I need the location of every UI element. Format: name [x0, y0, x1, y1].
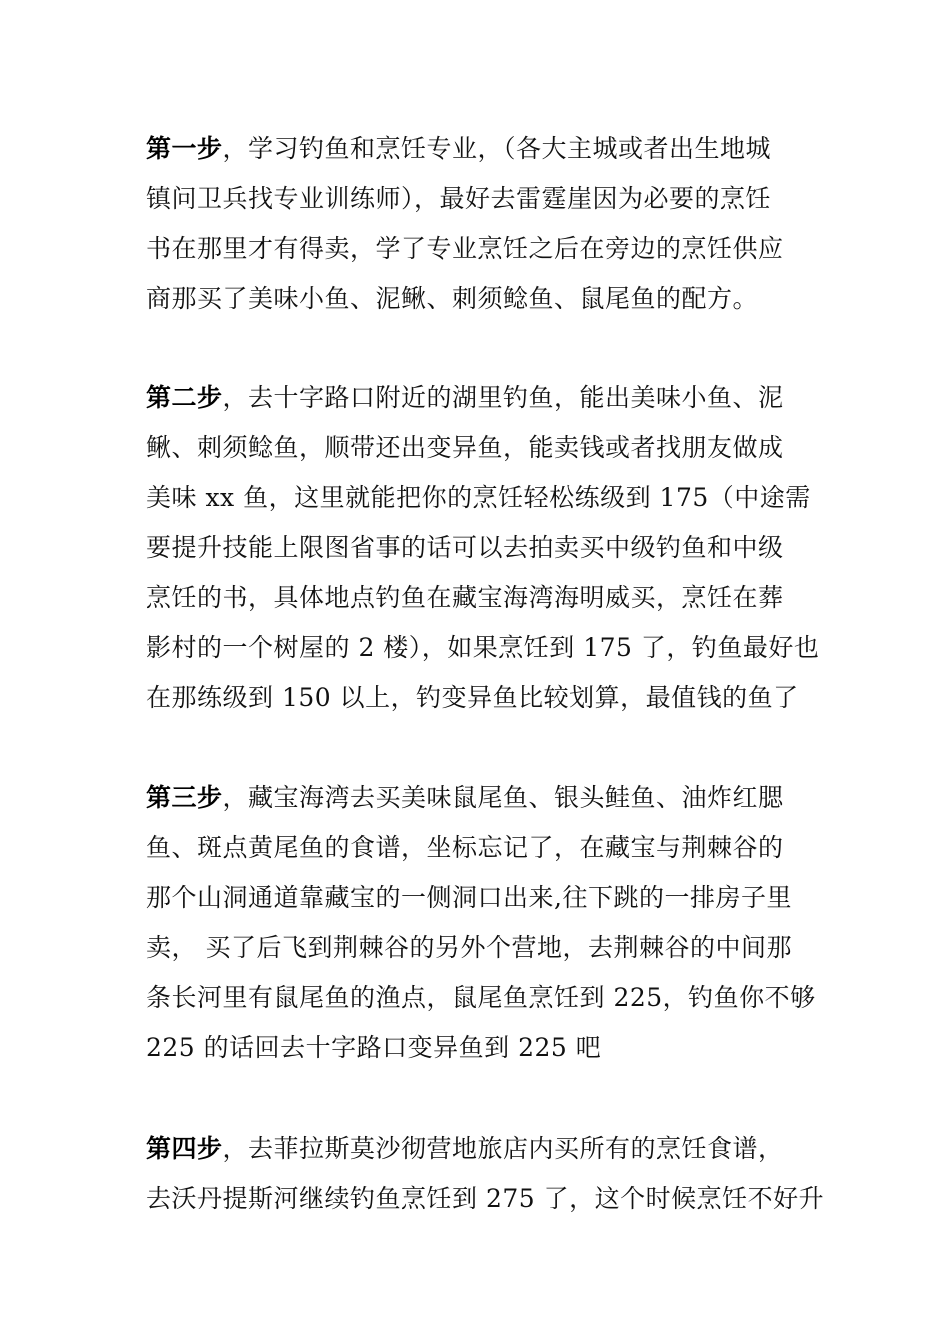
text-line: 要提升技能上限图省事的话可以去拍卖买中级钓鱼和中级 — [146, 533, 784, 562]
text-line: 美味 xx 鱼，这里就能把你的烹饪轻松练级到 175（中途需 — [146, 483, 811, 512]
line-text: ，去菲拉斯莫沙彻营地旅店内买所有的烹饪食谱， — [222, 1134, 784, 1163]
text-line: 那个山洞通道靠藏宝的一侧洞口出来,往下跳的一排房子里 — [146, 883, 792, 912]
text-line: 书在那里才有得卖，学了专业烹饪之后在旁边的烹饪供应 — [146, 234, 784, 263]
step-4-paragraph — [146, 1124, 825, 1224]
text-line: 镇问卫兵找专业训练师），最好去雷霆崖因为必要的烹饪 — [146, 184, 772, 213]
step-3-paragraph — [146, 773, 816, 1073]
line-text: ，去十字路口附近的湖里钓鱼，能出美味小鱼、泥 — [222, 383, 784, 412]
text-line — [146, 773, 816, 823]
text-line: 商那买了美味小鱼、泥鳅、刺须鲶鱼、鼠尾鱼的配方。 — [146, 284, 759, 313]
text-line: 鳅、刺须鲶鱼，顺带还出变异鱼，能卖钱或者找朋友做成 — [146, 433, 784, 462]
text-line — [146, 1124, 816, 1174]
text-line: 烹饪的书，具体地点钓鱼在藏宝海湾海明威买，烹饪在葬 — [146, 583, 784, 612]
step-1-paragraph — [146, 124, 816, 324]
text-line: 卖， 买了后飞到荆棘谷的另外个营地，去荆棘谷的中间那 — [146, 933, 792, 962]
text-line — [146, 124, 816, 174]
text-line: 在那练级到 150 以上，钓变异鱼比较划算，最值钱的鱼了 — [146, 683, 799, 712]
step-label: 第四步 — [146, 1134, 223, 1163]
line-text: ，藏宝海湾去买美味鼠尾鱼、银头鲑鱼、油炸红腮 — [222, 783, 784, 812]
step-label: 第三步 — [146, 783, 223, 812]
text-line: 225 的话回去十字路口变异鱼到 225 吧 — [146, 1033, 602, 1062]
step-2-paragraph — [146, 373, 820, 723]
text-line: 去沃丹提斯河继续钓鱼烹饪到 275 了，这个时候烹饪不好升 — [146, 1184, 825, 1213]
line-text: ，学习钓鱼和烹饪专业，（各大主城或者出生地城 — [222, 134, 772, 163]
step-label: 第二步 — [146, 383, 223, 412]
text-line: 鱼、斑点黄尾鱼的食谱，坐标忘记了，在藏宝与荆棘谷的 — [146, 833, 784, 862]
text-line: 影村的一个树屋的 2 楼），如果烹饪到 175 了，钓鱼最好也 — [146, 633, 820, 662]
step-label: 第一步 — [146, 134, 223, 163]
text-line: 条长河里有鼠尾鱼的渔点，鼠尾鱼烹饪到 225，钓鱼你不够 — [146, 983, 816, 1012]
text-line — [146, 373, 816, 423]
